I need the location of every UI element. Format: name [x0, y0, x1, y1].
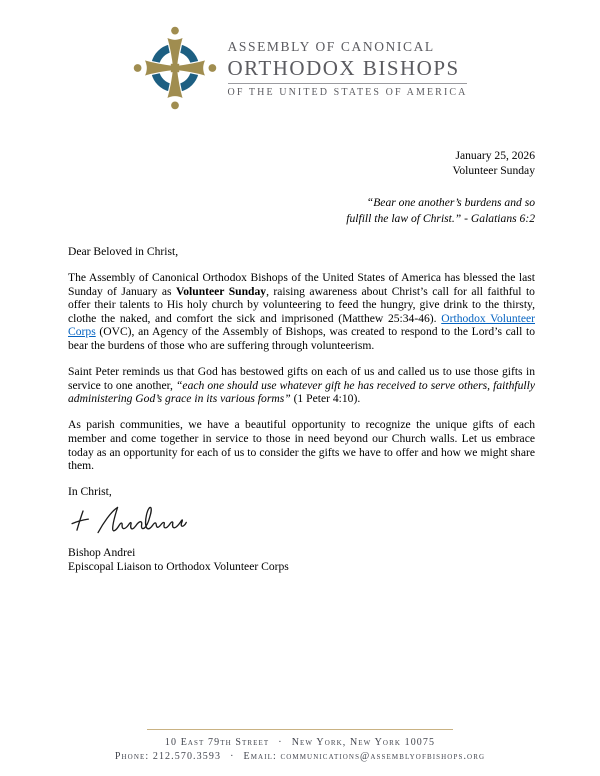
- footer-address: 10 East 79th Street: [164, 737, 270, 748]
- footer-address-line: [0, 736, 600, 750]
- footer-separator-dot: ·: [278, 737, 283, 748]
- scripture-quote: [68, 195, 535, 226]
- org-name-line3: OF THE UNITED STATES OF AMERICA: [227, 86, 468, 98]
- footer-phone-label: Phone:: [114, 750, 150, 762]
- signer-name: Bishop Andrei: [68, 545, 136, 559]
- footer-email-label: Email:: [243, 750, 277, 762]
- letter-date: January 25, 2026: [455, 149, 535, 162]
- footer-phone-number: 212.570.3593: [152, 750, 222, 762]
- letterhead: [0, 26, 600, 110]
- orthodox-cross-emblem-icon: [133, 26, 217, 110]
- scripture-quote-line2: fulfill the law of Christ.” - Galatians 6:2: [346, 211, 535, 225]
- signer-title: Episcopal Liaison to Orthodox Volunteer Corps: [68, 559, 289, 573]
- paragraph-1-text: (OVC), an Agency of the Assembly of Bishops, was created to respond to the Lord’s call to bear the burdens of those who are suffering through volunteerism.: [68, 325, 535, 353]
- paragraph-2-text: (1 Peter 4:10).: [290, 392, 361, 406]
- paragraph-3: As parish communities, we have a beautiful opportunity to recognize the unique gifts of each member and come together in service to those in need beyond our Church walls. Let us embrace today as an opportunity for each of us to consider the gifts we have to offer and how we might share them.: [68, 418, 535, 473]
- org-name-block: [228, 39, 468, 98]
- salutation: Dear Beloved in Christ,: [68, 245, 179, 258]
- footer-divider: [147, 729, 453, 730]
- paragraph-1-text: , raising awareness about Christ’s call for all faithful to offer their talents to His holy church by volunteering to feed the hungry, give drink to the thirsty, clothe the naked, and comfort the sick and imprisoned (Matthew 25:34-46).: [68, 284, 535, 325]
- valediction: In Christ,: [68, 485, 112, 499]
- date-block: [68, 148, 535, 178]
- footer-separator-dot: ·: [230, 750, 235, 762]
- org-name-line2: ORTHODOX BISHOPS: [227, 55, 460, 80]
- letter-footer: [0, 729, 600, 763]
- paragraph-2: [68, 365, 535, 406]
- paragraph-2-text: Saint Peter reminds us that God has bestowed gifts on each of us and called us to use those gifts in service to one another,: [68, 365, 535, 392]
- letter-body: [0, 148, 600, 573]
- paragraph-1-text: The Assembly of Canonical Orthodox Bishops of the United States of America has blessed the last Sunday of January as: [68, 271, 535, 298]
- org-name-line1: ASSEMBLY OF CANONICAL: [227, 38, 435, 54]
- orthodox-volunteer-corps-link[interactable]: Orthodox Volunteer Corps: [68, 311, 535, 339]
- bishop-signature: [68, 504, 535, 542]
- scripture-quote-line1: “Bear one another’s burdens and so: [366, 196, 535, 209]
- volunteer-sunday-emphasis: Volunteer Sunday: [175, 284, 267, 298]
- footer-email-address: communications@assemblyofbishops.org: [280, 750, 486, 762]
- footer-contact-line: [0, 750, 600, 764]
- footer-city: New York, New York 10075: [291, 737, 436, 748]
- letterhead-divider: [228, 83, 468, 84]
- signature-script-icon: [68, 504, 194, 540]
- letter-occasion: Volunteer Sunday: [452, 164, 535, 177]
- paragraph-1: [68, 271, 535, 353]
- peter-quote-italic: “each one should use whatever gift he has received to serve others, faithfully administering God’s grace in its various forms”: [68, 378, 535, 406]
